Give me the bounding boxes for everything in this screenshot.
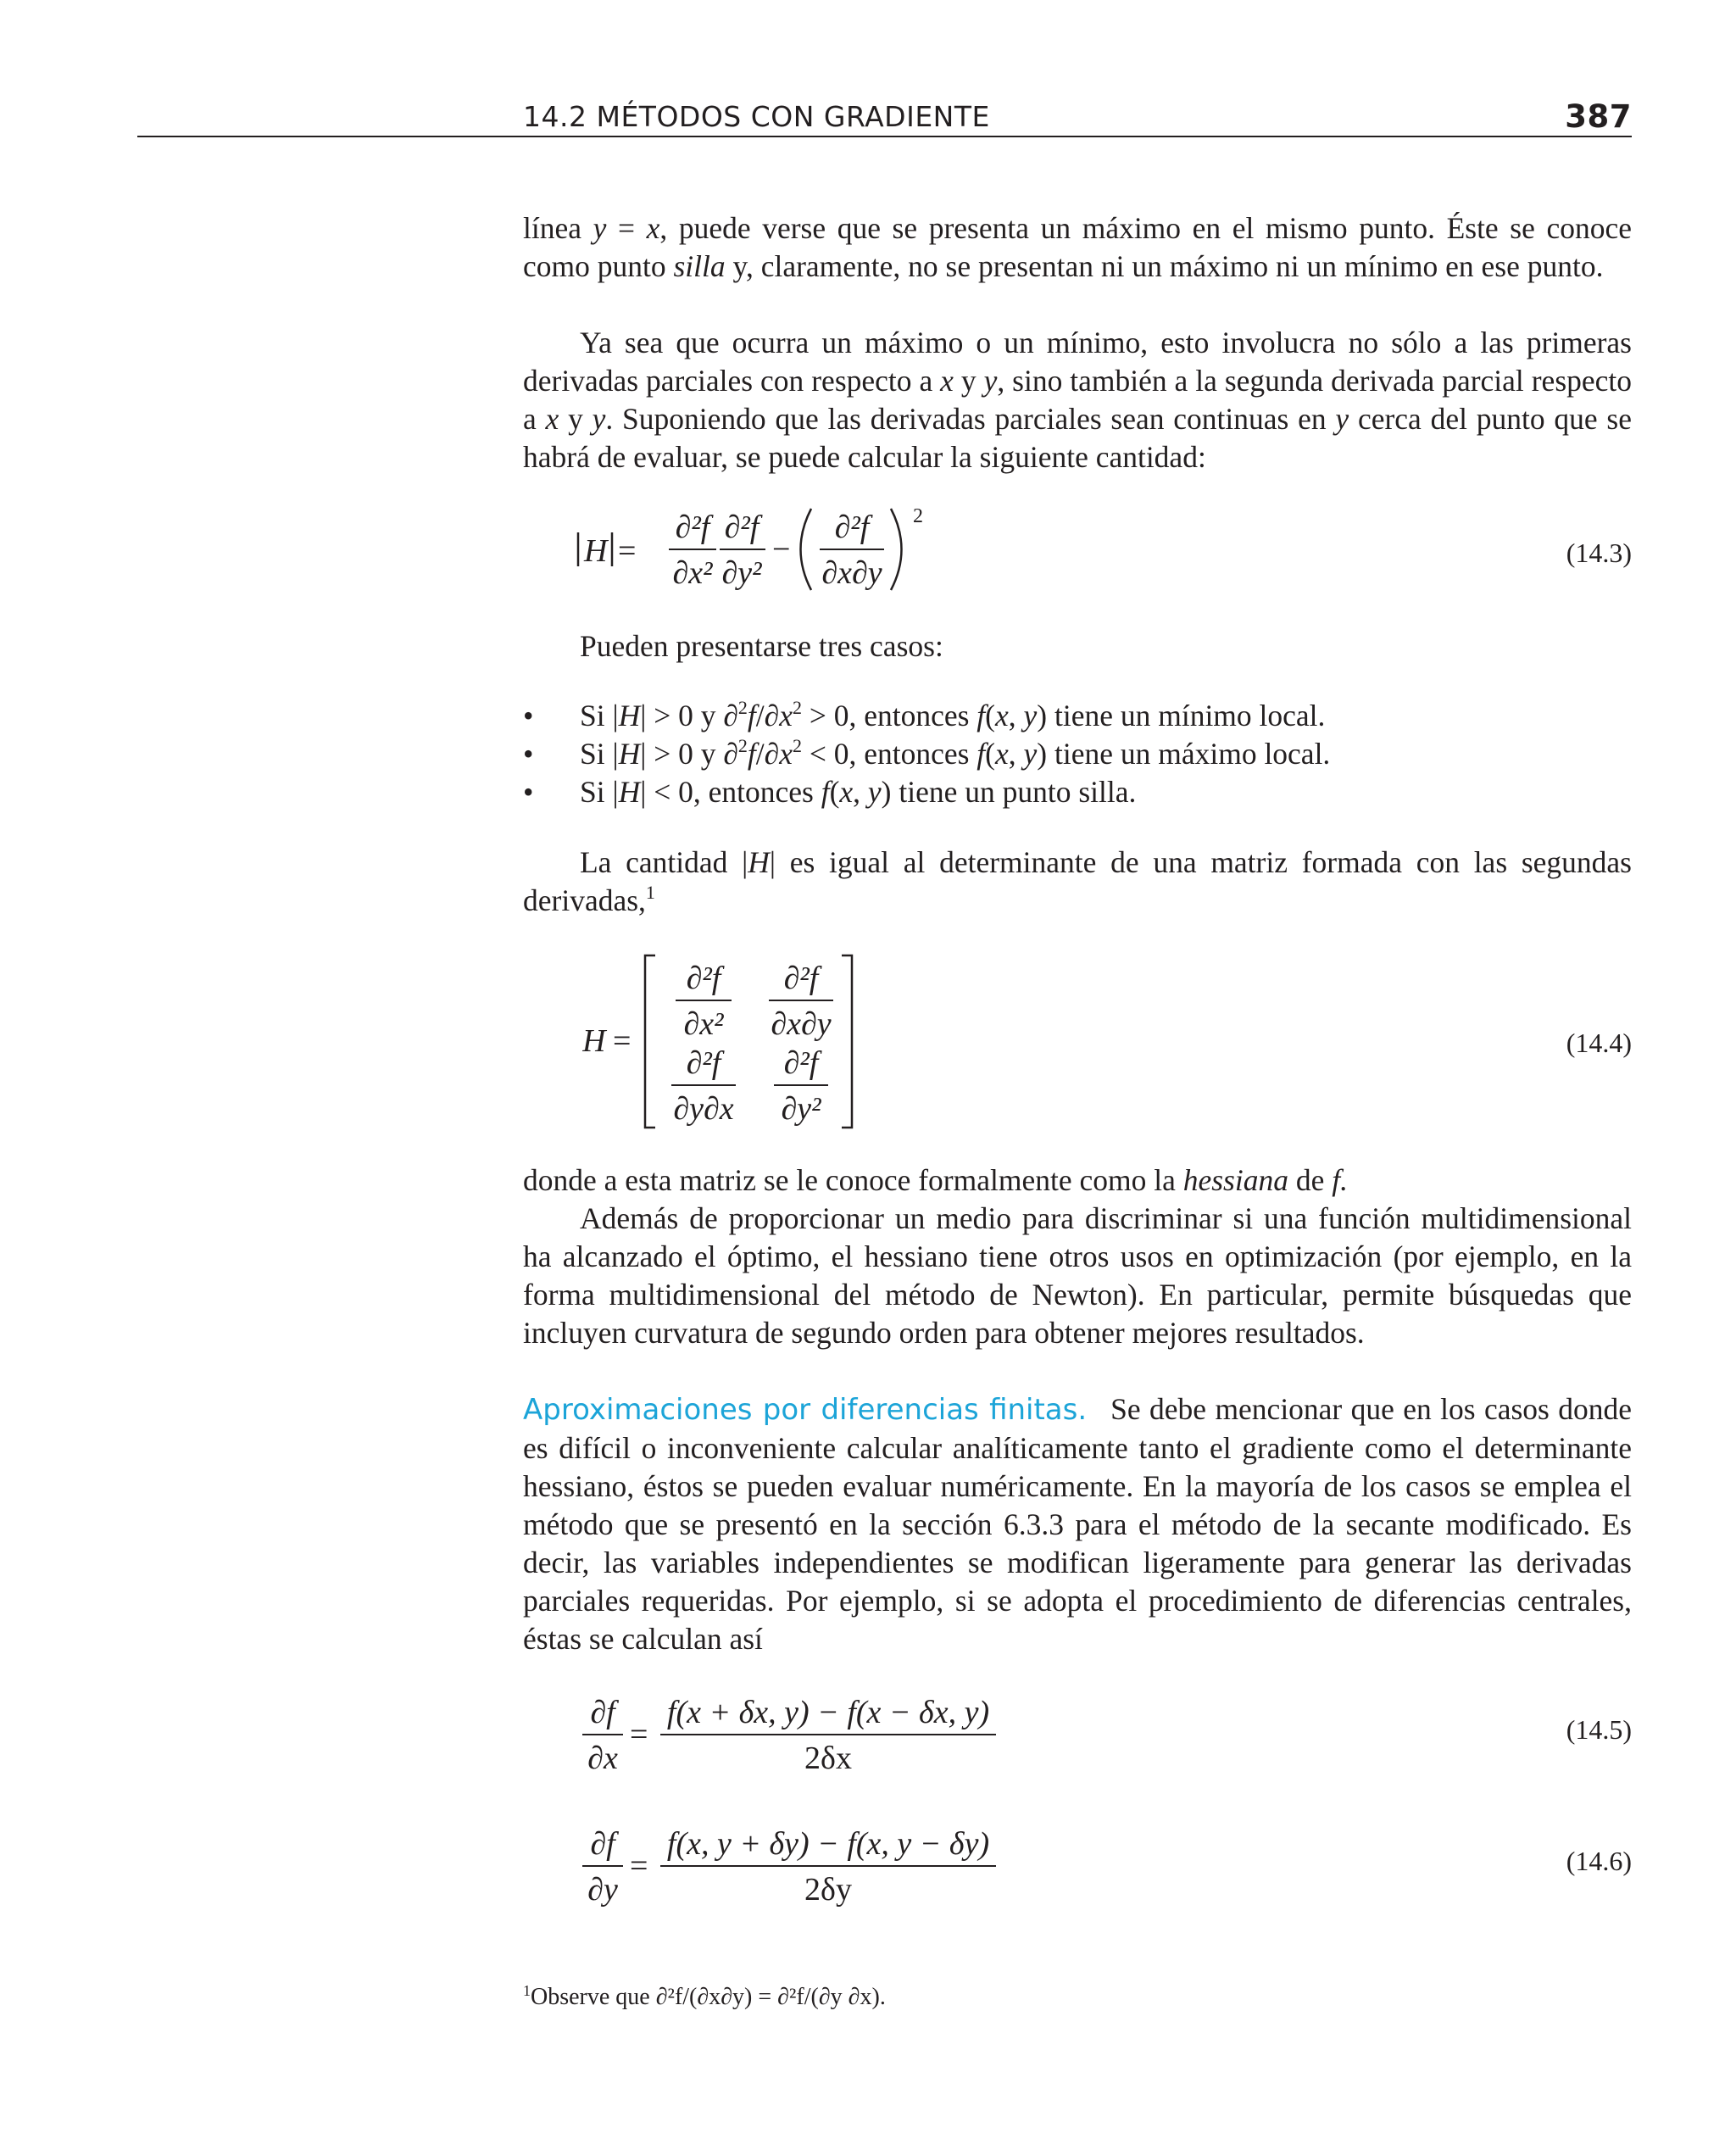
equation-number-14-4: (14.4) [1566, 1028, 1632, 1058]
eq145-rhs-den: 2δx [804, 1741, 852, 1776]
page-number: 387 [1565, 98, 1632, 135]
paragraph-hessiana: donde a esta matriz se le conoce formalmente como la hessiana de f. [523, 1163, 1348, 1197]
equation-14-6 [523, 1819, 1632, 1912]
paren-left [801, 509, 812, 590]
paragraph-hessian-determinant: La cantidad |H| es igual al determinante de una matriz formada con las segundas derivadas,$^1$ [523, 845, 1632, 917]
equation-14-3 [523, 500, 1632, 602]
bracket-left [645, 955, 655, 1128]
equation-number-14-6: (14.6) [1566, 1846, 1632, 1876]
eq144-m22-den: ∂y² [781, 1091, 821, 1127]
subsection-heading: Aproximaciones por diferencias finitas. [523, 1393, 1088, 1427]
equation-14-4 [523, 950, 1632, 1136]
footnote-text: Observe que ∂²f/(∂x∂y) = ∂²f/(∂y ∂x). [531, 1984, 886, 2010]
eq144-lhs: H [582, 1023, 606, 1059]
eq146-rhs-den: 2δy [804, 1872, 852, 1908]
eq144-m12-den: ∂x∂y [771, 1006, 832, 1042]
list-item-case-3: • Si |H| < 0, entonces f(x, y) tiene un punto silla. [523, 775, 1137, 809]
running-head [523, 95, 1632, 137]
bracket-right [842, 955, 852, 1128]
paragraph-hessian-uses: Además de proporcionar un medio para discriminar si una función multidimensional ha alcanzado el óptimo, el hessiano tiene otros usos en optimización (por ejemplo, en la forma multidimensional del método de Newton). En particular, permite búsquedas que incluyen curvatura de segundo orden para obtener mejores resultados. [523, 1201, 1632, 1350]
equation-14-3-math [574, 500, 998, 602]
eq143-exponent: 2 [913, 505, 923, 527]
eq143-minus: − [772, 532, 791, 567]
eq143-num-b: ∂²f [724, 510, 760, 545]
eq145-lhs-num: ∂f [590, 1695, 615, 1730]
eq143-den-a: ∂x² [672, 555, 713, 591]
eq146-rhs-num: f(x, y + δy) − f(x, y − δy) [666, 1826, 990, 1862]
eq144-m11-num: ∂²f [686, 961, 721, 996]
paragraph-cases-intro: Pueden presentarse tres casos: [580, 629, 943, 663]
equation-number-14-3: (14.3) [1566, 538, 1632, 568]
paragraph-finite-differences: Aproximaciones por diferencias finitas. Se debe mencionar que en los casos donde es difícil o inconveniente calcular analíticamente tanto el gradiente como el determinante hessiano, éstos se pueden evaluar numéricamente. En la mayoría de los casos se emplea el método que se presentó en la sección 6.3.3 para el método de la secante modificado. Es decir, las variables independientes se modifican ligeramente para generar las derivadas parciales requeridas. Por ejemplo, si se adopta el procedimiento de diferencias centrales, éstas se calculan así [523, 1392, 1632, 1656]
eq144-m12-num: ∂²f [783, 961, 819, 996]
eq146-lhs-den: ∂y [587, 1872, 618, 1908]
footnote-marker: 1 [523, 1982, 531, 1999]
paragraph-saddle: línea y = x, puede verse que se presenta un máximo en el mismo punto. Éste se conoce como punto silla y, claramente, no se presentan ni un máximo ni un mínimo en ese punto. [523, 211, 1632, 283]
eq143-den-b: ∂y² [721, 555, 762, 591]
eq145-equals: = [630, 1717, 648, 1752]
equation-14-5-math [582, 1687, 1057, 1780]
section-title: 14.2 MÉTODOS CON GRADIENTE [523, 100, 990, 133]
eq146-equals: = [630, 1848, 648, 1884]
eq143-den-c: ∂x∂y [821, 555, 882, 591]
equation-number-14-5: (14.5) [1566, 1714, 1632, 1745]
header-rule [137, 136, 1632, 137]
eq146-lhs-num: ∂f [590, 1826, 615, 1862]
eq143-num-a: ∂²f [675, 510, 710, 545]
eq144-m11-den: ∂x² [683, 1006, 724, 1042]
eq143-lhs: H [584, 533, 608, 569]
eq144-m21-num: ∂²f [686, 1045, 721, 1081]
list-item-case-1: • Si |H| > 0 y $\partial^2f/\partial x^2 > 0$, entonces f(x, y) tiene un mínimo local. [523, 697, 1326, 732]
eq144-equals: = [613, 1023, 632, 1059]
paren-right [891, 509, 902, 590]
paragraph-second-derivatives: Ya sea que ocurra un máximo o un mínimo, esto involucra no sólo a las primeras derivadas parciales con respecto a x y y, sino también a la segunda derivada parcial respecto a x y y. Suponiendo que las derivadas parciales sean continuas en y cerca del punto que se habrá de evaluar, se puede calcular la siguiente cantidad: [523, 326, 1633, 474]
equation-14-4-math [582, 950, 938, 1136]
eq145-lhs-den: ∂x [587, 1741, 618, 1776]
eq143-num-c: ∂²f [834, 510, 870, 545]
equation-14-6-math [582, 1819, 1057, 1912]
list-item-case-2: • Si |H| > 0 y $\partial^2f/\partial x^2 < 0$, entonces f(x, y) tiene un máximo local. [523, 735, 1331, 771]
equation-14-5 [523, 1687, 1632, 1780]
cases-list [523, 697, 1632, 811]
eq143-equals: = [618, 533, 637, 569]
footnote [523, 1982, 1632, 2011]
eq144-m22-num: ∂²f [783, 1045, 819, 1081]
eq145-rhs-num: f(x + δx, y) − f(x − δx, y) [666, 1695, 990, 1730]
eq144-m21-den: ∂y∂x [673, 1091, 734, 1127]
